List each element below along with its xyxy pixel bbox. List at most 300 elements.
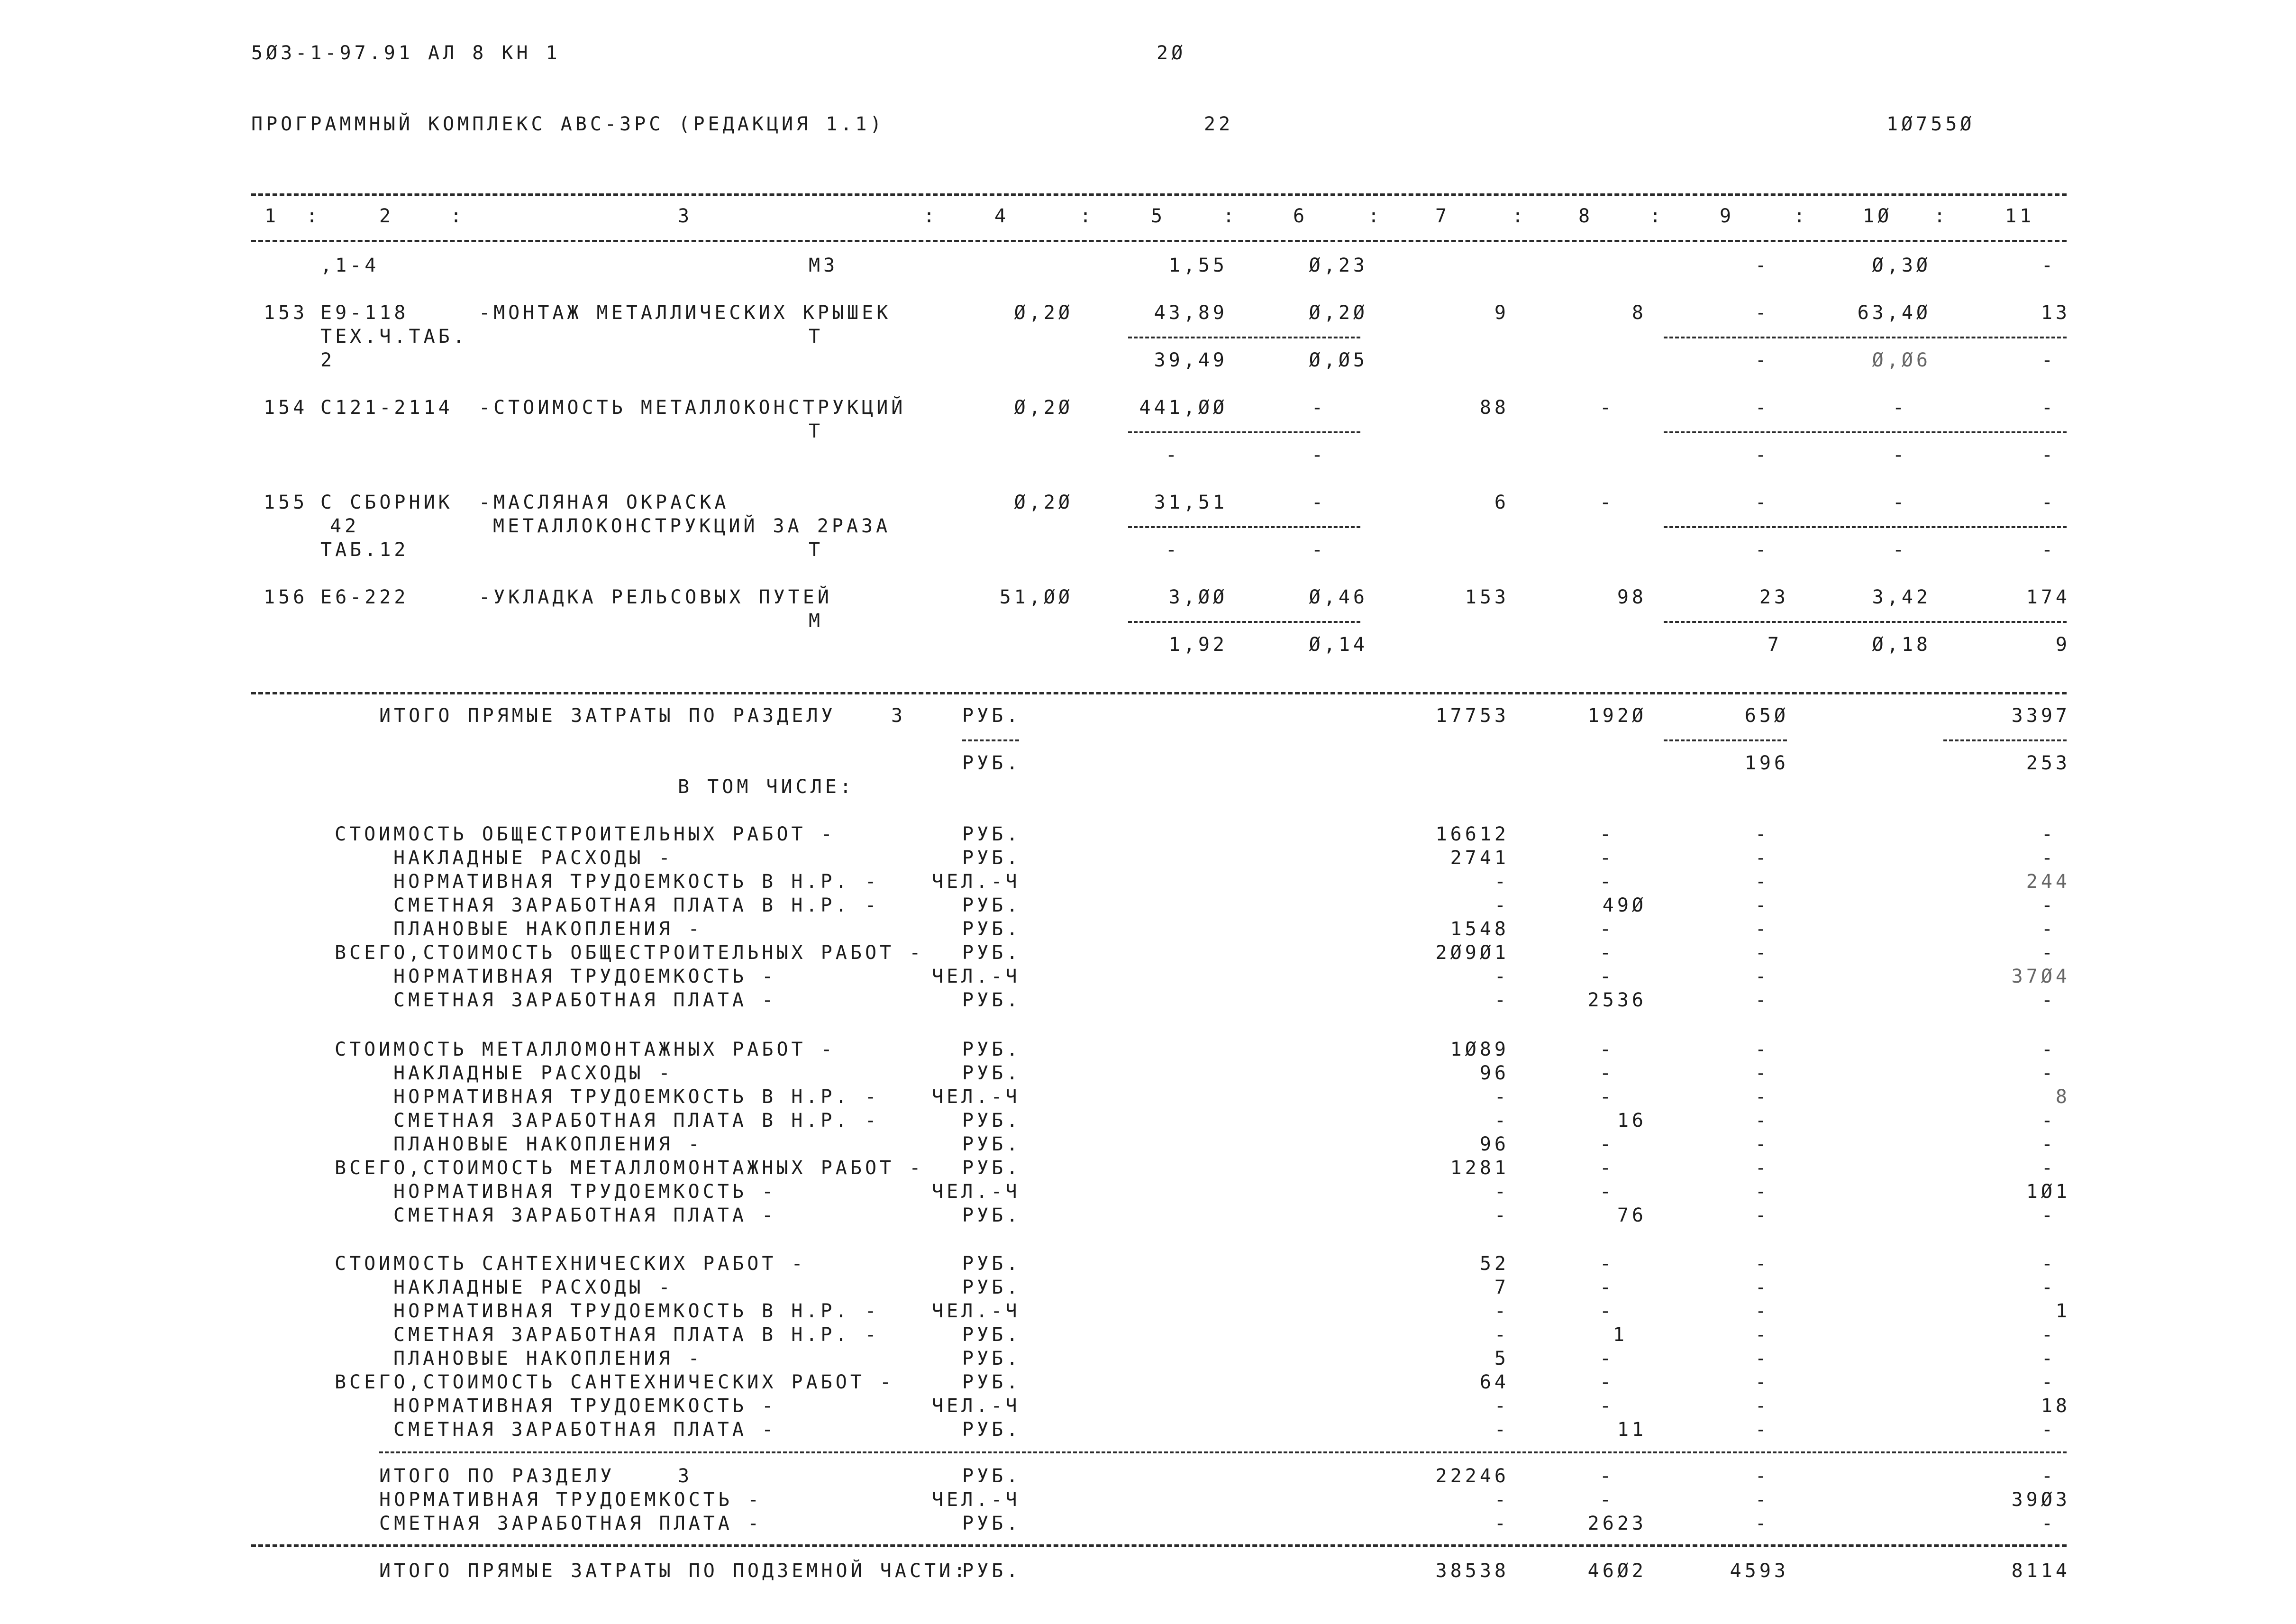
row-col9: 23 — [1759, 586, 1789, 608]
cell-rule — [1128, 431, 1360, 433]
group-total-col7: 64 — [1479, 1371, 1509, 1393]
grand-total-col9: 4593 — [1730, 1560, 1789, 1582]
column-header-4: 4 — [994, 205, 1010, 227]
row-col5-sub: 1,92 — [1168, 634, 1228, 656]
group-line-col7: 96 — [1479, 1133, 1509, 1155]
group-line-col7: - — [1494, 1300, 1509, 1322]
group-line-unit: ЧЕЛ.-Ч — [932, 1300, 1020, 1322]
column-header-sep: : — [1934, 205, 1949, 227]
group-line-col9: - — [1755, 1086, 1770, 1108]
row-col5: 441,ØØ — [1139, 397, 1228, 419]
row-col10: Ø,3Ø — [1872, 255, 1931, 276]
group-line: НОРМАТИВНАЯ ТРУДОЕМКОСТЬ - — [393, 966, 777, 987]
group-line-col7: - — [1494, 966, 1509, 987]
row-number: 154 — [264, 397, 308, 419]
row-col10: - — [1892, 492, 1907, 513]
group-line: СМЕТНАЯ ЗАРАБОТНАЯ ПЛАТА - — [393, 1204, 777, 1226]
group-line-col8: - — [1599, 1181, 1614, 1203]
section-total-number: 3 — [678, 1465, 693, 1487]
group-line-unit: РУБ. — [962, 1324, 1021, 1346]
group-line-unit: РУБ. — [962, 1110, 1021, 1131]
group-line: НОРМАТИВНАЯ ТРУДОЕМКОСТЬ В Н.Р. - — [393, 1300, 880, 1322]
group-total-col11: - — [2041, 1157, 2056, 1179]
section-total-line-col11: 39Ø3 — [2011, 1489, 2070, 1511]
group-line-col11: - — [2041, 894, 2056, 916]
group-line-col8: 1 — [1613, 1324, 1628, 1346]
row-col6-sub: - — [1311, 539, 1326, 561]
group-unit: РУБ. — [962, 823, 1021, 845]
including-label: В ТОМ ЧИСЛЕ: — [678, 776, 855, 798]
section-total-line: НОРМАТИВНАЯ ТРУДОЕМКОСТЬ - — [379, 1489, 763, 1511]
group-line-unit: РУБ. — [962, 1419, 1021, 1441]
group-col8: - — [1599, 823, 1614, 845]
group-total-col7: 2Ø9Ø1 — [1435, 942, 1509, 964]
row-col5: 43,89 — [1154, 302, 1228, 324]
group-total-col8: - — [1599, 1157, 1614, 1179]
group-line-col9: - — [1755, 1277, 1770, 1298]
column-header-6: 6 — [1293, 205, 1308, 227]
group-line-col7: 2741 — [1450, 847, 1509, 869]
total-direct-unit2: РУБ. — [962, 752, 1021, 774]
page-top-number: 2Ø — [1157, 42, 1186, 64]
group-line-col8: - — [1599, 1133, 1614, 1155]
row-col6: Ø,46 — [1309, 586, 1368, 608]
section-total-line-col9: - — [1755, 1489, 1770, 1511]
group-line-col7: - — [1494, 871, 1509, 893]
row-code: С121-2114 — [320, 397, 453, 419]
cell-rule — [1128, 337, 1360, 338]
row-col10-sub: - — [1892, 444, 1907, 466]
section-total-line-col8: 2623 — [1587, 1513, 1647, 1534]
row-col8: - — [1599, 397, 1614, 419]
row-col6-sub: Ø,Ø5 — [1309, 349, 1368, 371]
group-line-col8: - — [1599, 1300, 1614, 1322]
group-line-col11: 1Ø1 — [2026, 1181, 2070, 1203]
table-header-rule — [251, 240, 2067, 242]
group-line-col11: 1 — [2055, 1300, 2070, 1322]
row-name: -МОНТАЖ МЕТАЛЛИЧЕСКИХ КРЫШЕК — [479, 302, 892, 324]
row-col6: - — [1311, 492, 1326, 513]
group-line-col9: - — [1755, 1395, 1770, 1417]
group-line-col11: - — [2041, 1110, 2056, 1131]
group-line-unit: РУБ. — [962, 1204, 1021, 1226]
group-line-col8: 16 — [1617, 1110, 1647, 1131]
group-total-col11: - — [2041, 942, 2056, 964]
group-line: СМЕТНАЯ ЗАРАБОТНАЯ ПЛАТА В Н.Р. - — [393, 1324, 880, 1346]
grand-total-unit: РУБ. — [962, 1560, 1021, 1582]
row-col4: Ø,2Ø — [1014, 397, 1073, 419]
row-code-line2: 42 — [330, 515, 360, 537]
group-line-unit: ЧЕЛ.-Ч — [932, 1181, 1020, 1203]
group-line-unit: ЧЕЛ.-Ч — [932, 966, 1020, 987]
group-line-col9: - — [1755, 1204, 1770, 1226]
section-total-line-col9: - — [1755, 1513, 1770, 1534]
group-line-col9: - — [1755, 989, 1770, 1011]
group-total-col11: - — [2041, 1371, 2056, 1393]
group-line-col8: 76 — [1617, 1204, 1647, 1226]
group-col11: - — [2041, 823, 2056, 845]
row-col4: Ø,2Ø — [1014, 302, 1073, 324]
row-col11: 13 — [2041, 302, 2070, 324]
row-col5: 31,51 — [1154, 492, 1228, 513]
group-col9: - — [1755, 1039, 1770, 1060]
section-total-line-unit: ЧЕЛ.-Ч — [932, 1489, 1020, 1511]
section-total-col8: - — [1599, 1465, 1614, 1487]
group-line: СМЕТНАЯ ЗАРАБОТНАЯ ПЛАТА - — [393, 989, 777, 1011]
group-line-col7: - — [1494, 1204, 1509, 1226]
cell-rule — [962, 739, 1019, 741]
column-header-3: 3 — [678, 205, 693, 227]
group-col11: - — [2041, 1253, 2056, 1275]
row-name-line2: МЕТАЛЛОКОНСТРУКЦИЙ ЗА 2РАЗА — [493, 515, 891, 537]
group-line-unit: РУБ. — [962, 894, 1021, 916]
group-col9: - — [1755, 1253, 1770, 1275]
row-col11-sub: - — [2041, 539, 2056, 561]
column-header-2: 2 — [379, 205, 394, 227]
row-code: Е9-118 — [320, 302, 409, 324]
group-line-col7: - — [1494, 1086, 1509, 1108]
row-col9-sub: - — [1755, 444, 1770, 466]
group-line-col9: - — [1755, 1348, 1770, 1369]
group-line-col8: - — [1599, 1062, 1614, 1084]
row-col10: 3,42 — [1872, 586, 1931, 608]
row-col4: 51,ØØ — [999, 586, 1073, 608]
group-line-col8: 49Ø — [1602, 894, 1647, 916]
group-line-col9: - — [1755, 966, 1770, 987]
row-col11: 174 — [2026, 586, 2070, 608]
column-header-sep: : — [306, 205, 321, 227]
section-total-line: СМЕТНАЯ ЗАРАБОТНАЯ ПЛАТА - — [379, 1513, 763, 1534]
total-direct-col7: 17753 — [1435, 705, 1509, 727]
row-col7: 9 — [1494, 302, 1509, 324]
row-col8: 98 — [1617, 586, 1647, 608]
group-line-col8: 11 — [1617, 1419, 1647, 1441]
group-total: ВСЕГО,СТОИМОСТЬ САНТЕХНИЧЕСКИХ РАБОТ - — [335, 1371, 895, 1393]
row-name: -МАСЛЯНАЯ ОКРАСКА — [479, 492, 729, 513]
group-total: ВСЕГО,СТОИМОСТЬ МЕТАЛЛОМОНТАЖНЫХ РАБОТ - — [335, 1157, 924, 1179]
group-line-col9: - — [1755, 1062, 1770, 1084]
row-col11-sub: - — [2041, 349, 2056, 371]
group-line-unit: РУБ. — [962, 847, 1021, 869]
row-col8: 8 — [1631, 302, 1647, 324]
group-line-col9: - — [1755, 1181, 1770, 1203]
column-header-5: 5 — [1151, 205, 1166, 227]
row-code-line2: ТЕХ.Ч.ТАБ. — [320, 326, 468, 347]
group-line-col7: - — [1494, 1395, 1509, 1417]
column-header-sep: : — [1223, 205, 1238, 227]
section-total-label: ИТОГО ПО РАЗДЕЛУ — [379, 1465, 615, 1487]
column-header-sep: : — [1649, 205, 1665, 227]
cell-rule — [1664, 739, 1787, 741]
group-line-unit: РУБ. — [962, 1062, 1021, 1084]
column-header-sep: : — [1080, 205, 1095, 227]
group-line-col11: - — [2041, 989, 2056, 1011]
column-header-11: 11 — [2005, 205, 2035, 227]
row-col11-sub: - — [2041, 444, 2056, 466]
row-unit: Т — [809, 420, 824, 442]
group-line-unit: ЧЕЛ.-Ч — [932, 871, 1020, 893]
group-line-col9: - — [1755, 1300, 1770, 1322]
group-line-col8: - — [1599, 1277, 1614, 1298]
section-total-line-col7: - — [1494, 1513, 1509, 1534]
total-direct-section: 3 — [891, 705, 906, 727]
page-number: 22 — [1204, 113, 1234, 135]
group-line: НАКЛАДНЫЕ РАСХОДЫ - — [393, 1277, 674, 1298]
group-line-col8: - — [1599, 847, 1614, 869]
group-line-col7: - — [1494, 989, 1509, 1011]
cell-rule — [1128, 526, 1360, 528]
group-line-col8: - — [1599, 918, 1614, 940]
row-col6-sub: Ø,14 — [1309, 634, 1368, 656]
group-line-col7: 7 — [1494, 1277, 1509, 1298]
row-col10: 63,4Ø — [1857, 302, 1931, 324]
group-line-unit: РУБ. — [962, 989, 1021, 1011]
row-col6-sub: - — [1311, 444, 1326, 466]
group-total-col9: - — [1755, 1157, 1770, 1179]
group-total-col9: - — [1755, 942, 1770, 964]
cell-rule — [1664, 526, 2067, 528]
row-col10-sub: Ø,Ø6 — [1872, 349, 1931, 371]
group-line-col8: 2536 — [1587, 989, 1647, 1011]
grand-total-label: ИТОГО ПРЯМЫЕ ЗАТРАТЫ ПО ПОДЗЕМНОЙ ЧАСТИ: — [379, 1560, 969, 1582]
cell-rule — [1943, 739, 2067, 741]
group-line-col11: - — [2041, 847, 2056, 869]
row-code-line3: ТАБ.12 — [320, 539, 409, 561]
section-total-col9: - — [1755, 1465, 1770, 1487]
column-header-sep: : — [450, 205, 465, 227]
grand-total-col11: 8114 — [2011, 1560, 2070, 1582]
row-code: С СБОРНИК — [320, 492, 453, 513]
row-col5-sub: 39,49 — [1154, 349, 1228, 371]
total-direct-col8: 192Ø — [1587, 705, 1647, 727]
row-col9-sub: - — [1755, 349, 1770, 371]
row-col10-sub: - — [1892, 539, 1907, 561]
section-total-line-col11: - — [2041, 1513, 2056, 1534]
group-line-col8: - — [1599, 1348, 1614, 1369]
row-col5: 3,ØØ — [1168, 586, 1228, 608]
row-col10-sub: Ø,18 — [1872, 634, 1931, 656]
total-direct-unit: РУБ. — [962, 705, 1021, 727]
group-total-unit: РУБ. — [962, 1371, 1021, 1393]
column-header-sep: : — [1794, 205, 1809, 227]
group-line: СМЕТНАЯ ЗАРАБОТНАЯ ПЛАТА В Н.Р. - — [393, 894, 880, 916]
row-unit: М — [809, 610, 824, 632]
grand-total-col8: 46Ø2 — [1587, 1560, 1647, 1582]
group-total-col8: - — [1599, 942, 1614, 964]
group-unit: РУБ. — [962, 1039, 1021, 1060]
row-col9: - — [1755, 255, 1770, 276]
column-header-8: 8 — [1578, 205, 1594, 227]
row-unit: М3 — [809, 255, 838, 276]
group-line-col9: - — [1755, 918, 1770, 940]
section-rule — [251, 692, 2067, 694]
row-col9-sub: - — [1755, 539, 1770, 561]
column-header-10: 1Ø — [1863, 205, 1893, 227]
row-unit: Т — [809, 326, 824, 347]
group-line-col8: - — [1599, 1395, 1614, 1417]
group-line-col9: - — [1755, 847, 1770, 869]
group-line-col7: 96 — [1479, 1062, 1509, 1084]
group-line-col11: 8 — [2055, 1086, 2070, 1108]
column-header-sep: : — [1368, 205, 1383, 227]
group-line: СМЕТНАЯ ЗАРАБОТНАЯ ПЛАТА В Н.Р. - — [393, 1110, 880, 1131]
group-line-col11: 37Ø4 — [2011, 966, 2070, 987]
group-col7: 1Ø89 — [1450, 1039, 1509, 1060]
group-line: НОРМАТИВНАЯ ТРУДОЕМКОСТЬ - — [393, 1395, 777, 1417]
group-line-col7: - — [1494, 1181, 1509, 1203]
row-col9: - — [1755, 302, 1770, 324]
group-total-unit: РУБ. — [962, 942, 1021, 964]
group-line-col7: - — [1494, 1324, 1509, 1346]
group-col8: - — [1599, 1253, 1614, 1275]
group-line-unit: РУБ. — [962, 1277, 1021, 1298]
row-col8: - — [1599, 492, 1614, 513]
group-line: ПЛАНОВЫЕ НАКОПЛЕНИЯ - — [393, 1348, 703, 1369]
row-code-line3: 2 — [320, 349, 336, 371]
group-total-col8: - — [1599, 1371, 1614, 1393]
group-line-col11: - — [2041, 1277, 2056, 1298]
total-direct-col9-sub: 196 — [1744, 752, 1789, 774]
group-total-unit: РУБ. — [962, 1157, 1021, 1179]
group-title: СТОИМОСТЬ САНТЕХНИЧЕСКИХ РАБОТ - — [335, 1253, 806, 1275]
section-total-line-col7: - — [1494, 1489, 1509, 1511]
group-line-col11: - — [2041, 918, 2056, 940]
group-line-col11: - — [2041, 1324, 2056, 1346]
group-total: ВСЕГО,СТОИМОСТЬ ОБЩЕСТРОИТЕЛЬНЫХ РАБОТ - — [335, 942, 924, 964]
group-line-unit: РУБ. — [962, 1348, 1021, 1369]
grand-total-rule — [251, 1544, 2067, 1547]
row-col11: - — [2041, 255, 2056, 276]
group-line: НАКЛАДНЫЕ РАСХОДЫ - — [393, 1062, 674, 1084]
group-line-col9: - — [1755, 894, 1770, 916]
group-title: СТОИМОСТЬ МЕТАЛЛОМОНТАЖНЫХ РАБОТ - — [335, 1039, 836, 1060]
row-col7: 6 — [1494, 492, 1509, 513]
cell-rule — [1664, 337, 2067, 338]
row-name: -СТОИМОСТЬ МЕТАЛЛОКОНСТРУКЦИЙ — [479, 397, 906, 419]
group-line-unit: ЧЕЛ.-Ч — [932, 1395, 1020, 1417]
group-line-col9: - — [1755, 1419, 1770, 1441]
group-line-col11: - — [2041, 1062, 2056, 1084]
column-header-1: 1 — [264, 205, 280, 227]
section-total-unit: РУБ. — [962, 1465, 1021, 1487]
row-col9-sub: 7 — [1767, 634, 1782, 656]
program-title: ПРОГРАММНЫЙ КОМПЛЕКС АВС-3РС (РЕДАКЦИЯ 1.1) — [251, 113, 885, 135]
row-col5-sub: - — [1165, 444, 1180, 466]
group-line-col7: - — [1494, 894, 1509, 916]
row-col6: - — [1311, 397, 1326, 419]
group-line: ПЛАНОВЫЕ НАКОПЛЕНИЯ - — [393, 918, 703, 940]
table-top-rule — [251, 193, 2067, 196]
group-line-col9: - — [1755, 1110, 1770, 1131]
section-total-line-unit: РУБ. — [962, 1513, 1021, 1534]
group-line-col7: - — [1494, 1419, 1509, 1441]
group-col9: - — [1755, 823, 1770, 845]
group-title: СТОИМОСТЬ ОБЩЕСТРОИТЕЛЬНЫХ РАБОТ - — [335, 823, 836, 845]
group-line-col9: - — [1755, 871, 1770, 893]
section-total-line-col8: - — [1599, 1489, 1614, 1511]
group-line-col7: 1548 — [1450, 918, 1509, 940]
row-code: ,1-4 — [320, 255, 380, 276]
row-col11-sub: 9 — [2055, 634, 2070, 656]
group-line-col11: - — [2041, 1133, 2056, 1155]
column-header-9: 9 — [1720, 205, 1735, 227]
column-header-sep: : — [923, 205, 938, 227]
row-col7: 153 — [1465, 586, 1509, 608]
row-col11: - — [2041, 492, 2056, 513]
row-col9: - — [1755, 492, 1770, 513]
total-direct-col11-sub: 253 — [2026, 752, 2070, 774]
group-line-col9: - — [1755, 1133, 1770, 1155]
row-number: 155 — [264, 492, 308, 513]
document-id: 1Ø755Ø — [1886, 113, 1975, 135]
group-line-col8: - — [1599, 1086, 1614, 1108]
group-line-col11: - — [2041, 1204, 2056, 1226]
row-col10: - — [1892, 397, 1907, 419]
row-col6: Ø,23 — [1309, 255, 1368, 276]
section-total-rule — [379, 1451, 2067, 1453]
row-col7: 88 — [1479, 397, 1509, 419]
row-number: 156 — [264, 586, 308, 608]
cell-rule — [1664, 621, 2067, 623]
row-col4: Ø,2Ø — [1014, 492, 1073, 513]
group-line: НАКЛАДНЫЕ РАСХОДЫ - — [393, 847, 674, 869]
group-line: СМЕТНАЯ ЗАРАБОТНАЯ ПЛАТА - — [393, 1419, 777, 1441]
group-col11: - — [2041, 1039, 2056, 1060]
row-col5: 1,55 — [1168, 255, 1228, 276]
group-line-col7: - — [1494, 1110, 1509, 1131]
group-line-col8: - — [1599, 966, 1614, 987]
group-total-col9: - — [1755, 1371, 1770, 1393]
group-line: ПЛАНОВЫЕ НАКОПЛЕНИЯ - — [393, 1133, 703, 1155]
group-line: НОРМАТИВНАЯ ТРУДОЕМКОСТЬ В Н.Р. - — [393, 871, 880, 893]
group-line-col11: - — [2041, 1348, 2056, 1369]
group-col7: 52 — [1479, 1253, 1509, 1275]
group-total-col7: 1281 — [1450, 1157, 1509, 1179]
group-col7: 16612 — [1435, 823, 1509, 845]
group-line: НОРМАТИВНАЯ ТРУДОЕМКОСТЬ - — [393, 1181, 777, 1203]
section-total-col11: - — [2041, 1465, 2056, 1487]
total-direct-col11: 3397 — [2011, 705, 2070, 727]
cell-rule — [1128, 621, 1360, 623]
doc-code: 5Ø3-1-97.91 АЛ 8 КН 1 — [251, 42, 561, 64]
group-line: НОРМАТИВНАЯ ТРУДОЕМКОСТЬ В Н.Р. - — [393, 1086, 880, 1108]
total-direct-label: ИТОГО ПРЯМЫЕ ЗАТРАТЫ ПО РАЗДЕЛУ — [379, 705, 836, 727]
group-line-unit: РУБ. — [962, 918, 1021, 940]
row-col9: - — [1755, 397, 1770, 419]
section-total-col7: 22246 — [1435, 1465, 1509, 1487]
group-line-unit: РУБ. — [962, 1133, 1021, 1155]
row-col5-sub: - — [1165, 539, 1180, 561]
group-line-unit: ЧЕЛ.-Ч — [932, 1086, 1020, 1108]
column-header-7: 7 — [1435, 205, 1450, 227]
group-line-col11: 18 — [2041, 1395, 2070, 1417]
group-line-col11: 244 — [2026, 871, 2070, 893]
group-col8: - — [1599, 1039, 1614, 1060]
group-line-col8: - — [1599, 871, 1614, 893]
row-name: -УКЛАДКА РЕЛЬСОВЫХ ПУТЕЙ — [479, 586, 832, 608]
grand-total-col7: 38538 — [1435, 1560, 1509, 1582]
column-header-sep: : — [1512, 205, 1527, 227]
row-number: 153 — [264, 302, 308, 324]
cell-rule — [1664, 431, 2067, 433]
group-line-col11: - — [2041, 1419, 2056, 1441]
row-unit: Т — [809, 539, 824, 561]
row-code: Е6-222 — [320, 586, 409, 608]
group-line-col7: 5 — [1494, 1348, 1509, 1369]
row-col6: Ø,2Ø — [1309, 302, 1368, 324]
row-col11: - — [2041, 397, 2056, 419]
group-unit: РУБ. — [962, 1253, 1021, 1275]
